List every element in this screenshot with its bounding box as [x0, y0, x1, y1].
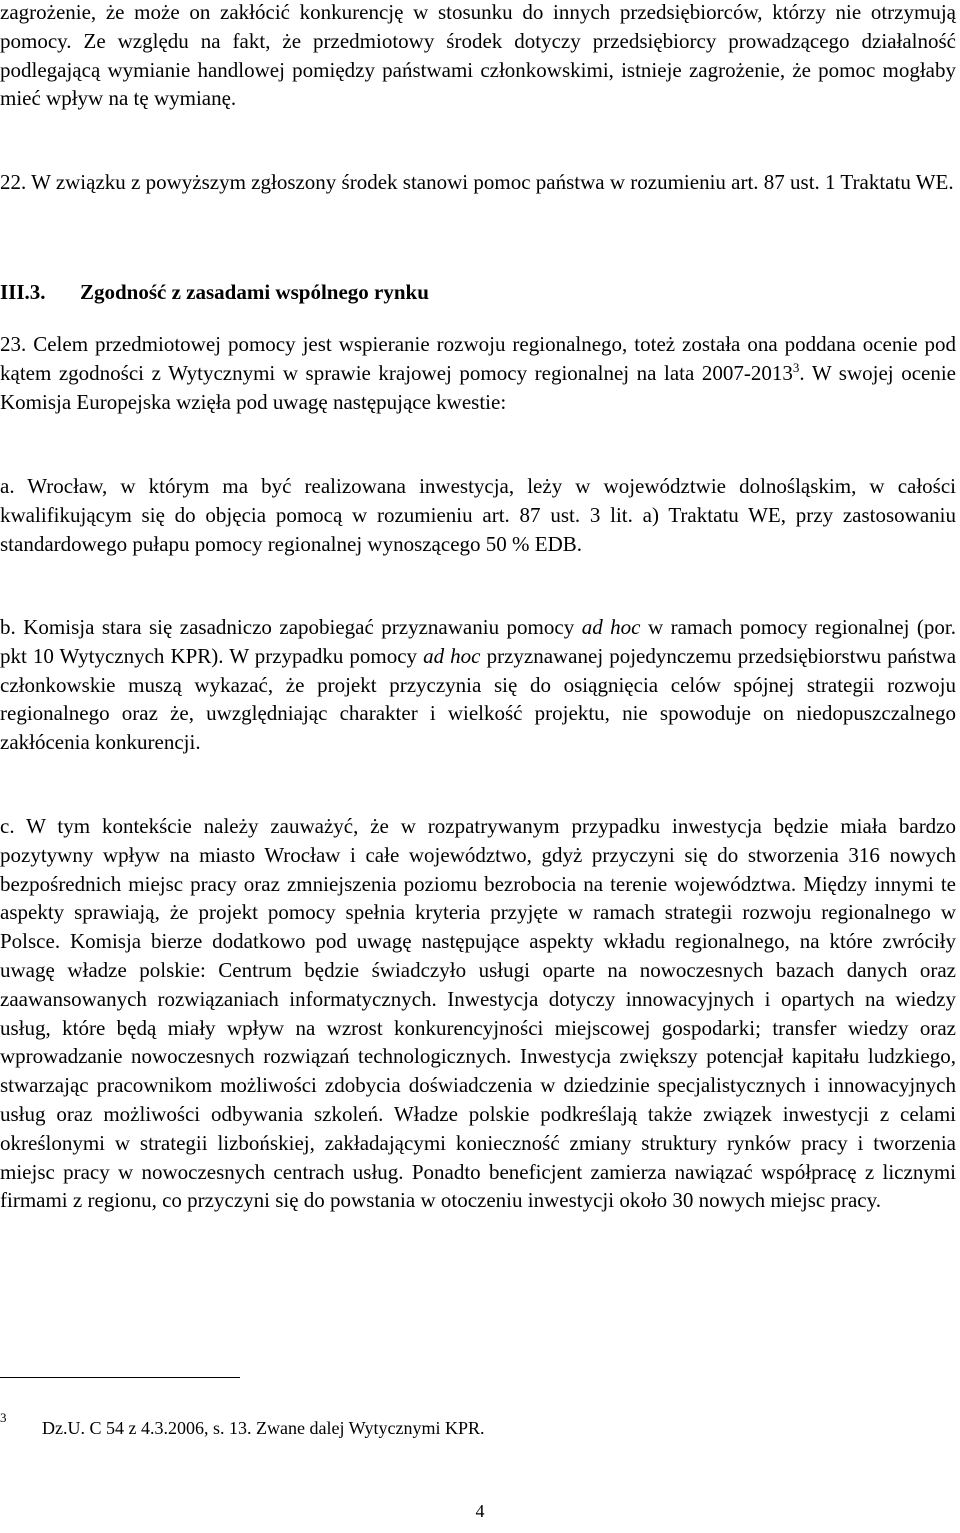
list-item-b: [0, 613, 956, 757]
section-number: III.3.: [0, 280, 46, 304]
footnote-text: Dz.U. C 54 z 4.3.2006, s. 13. Zwane dalej Wytycznymi KPR.: [42, 1418, 485, 1438]
list-item-b-text: w ramach pomocy regionalnej (por. pkt 10 Wytycznych KPR). W przypadku pomocy: [0, 615, 957, 668]
paragraph-intro-text: zagrożenie, że może on zakłócić konkurencję w stosunku do innych przedsiębiorców,: [0, 0, 763, 24]
footnote-mark: 3: [0, 1410, 7, 1425]
list-item-letter: a.: [0, 474, 15, 498]
paragraph-23-text-end: . W swojej ocenie Komisja Europejska wzięła pod uwagę następujące kwestie:: [0, 360, 956, 414]
list-item-c-text: W tym kontekście należy zauważyć, że w rozpatrywanym przypadku inwestycja będzie miała bardzo pozytywny wpływ na miasto Wrocław i całe województwo, gdyż przyczyni się do stworzenia 316 nowych bezpośrednich miejsc pracy oraz zmniejszenia poziomu bezrobocia na terenie województwa. Między innymi te aspekty sprawiają, że projekt pomocy spełnia kryteria przyjęte w ramach strategii rozwoju regionalnego w Polsce. Komisja bierze dodatkowo pod uwagę następujące aspekty wkładu regionalnego, na które zwróciły uwagę władze polskie: Centrum będzie świadczyło usługi oparte na nowoczesnych bazach danych oraz zaawansowanych rozwiązaniach informatycznych. Inwestycja dotyczy innowacyjnych i opartych na wiedzy usług, które będą miały wpływ na wzrost konkurencyjności miejscowej gospodarki; transfer wiedzy oraz wprowadzanie nowoczesnych rozwiązań technologicznych. Inwestycja zwiększy potencjał kapitału ludzkiego, stwarzając pracownikom możliwości zdobycia doświadczenia w dziedzinie specjalistycznych i innowacyjnych usług oraz możliwości odbywania szkoleń. Władze polskie podkreślają także związek inwestycji z celami określonymi w strategii lizbońskiej, zakładającymi konieczność zmiany struktury rynków pracy i tworzenia miejsc pracy w nowoczesnych centrach usług. Ponadto beneficjent zamierza nawiązać współpracę z licznymi firmami z regionu, co przyczyni się do powstania w otoczeniu inwestycji około 30 nowych miejsc pracy.: [0, 814, 957, 1213]
list-item-b-text: Komisja stara się zasadniczo zapobiegać przyznawaniu pomocy: [23, 615, 575, 639]
paragraph-intro-text-rest: którzy nie otrzymują pomocy. Ze względu na fakt, że przedmiotowy środek dotyczy przedsiębiorcy prowadzącego działalność podlegającą wymianie handlowej pomiędzy państwami członkowskimi, istnieje zagrożenie, że pomoc mogłaby mieć wpływ na tę wymianę.: [0, 0, 956, 111]
list-item-a: [0, 472, 956, 558]
paragraph-intro: [0, 0, 956, 113]
list-item-letter: b.: [0, 615, 16, 639]
page-number: 4: [475, 1501, 485, 1521]
section-heading: [0, 278, 429, 307]
paragraph-number: 23.: [0, 332, 27, 356]
footnote-reference[interactable]: 3: [792, 359, 800, 375]
list-item-c: [0, 812, 956, 1215]
paragraph-22-text: W związku z powyższym zgłoszony środek stanowi pomoc państwa w rozumieniu art. 87 ust. 1 Traktatu WE.: [31, 170, 954, 194]
list-item-b-text: przyznawanej pojedynczemu przedsiębiorstwu państwa członkowskie muszą wykazać, że projekt przyczynia się do osiągnięcia celów spójnej strategii rozwoju regionalnego oraz że, uwzględniając charakter i wielkość projektu, nie spowoduje on niedopuszczalnego zakłócenia konkurencji.: [0, 643, 957, 755]
paragraph-22: [0, 168, 956, 197]
paragraph-23-text: Celem przedmiotowej pomocy jest wspieranie rozwoju regionalnego, toteż została ona poddana ocenie pod kątem zgodności z Wytycznymi w sprawie krajowej pomocy regionalnej na lata 2007-2013: [0, 332, 957, 385]
paragraph-23: [0, 330, 956, 416]
paragraph-number: 22.: [0, 170, 27, 194]
footnote-separator: [0, 1377, 240, 1378]
list-item-a-text: Wrocław, w którym ma być realizowana inwestycja, leży w województwie dolnośląskim, w całości kwalifikującym się do objęcia pomocą w rozumieniu art. 87 ust. 3 lit. a) Traktatu WE, przy zastosowaniu standardowego pułapu pomocy regionalnej wynoszącego 50 % EDB.: [0, 474, 956, 556]
list-item-letter: c.: [0, 814, 15, 838]
section-title: Zgodność z zasadami wspólnego rynku: [80, 280, 429, 304]
italic-term: ad hoc: [581, 615, 641, 639]
italic-term: ad hoc: [423, 643, 481, 668]
